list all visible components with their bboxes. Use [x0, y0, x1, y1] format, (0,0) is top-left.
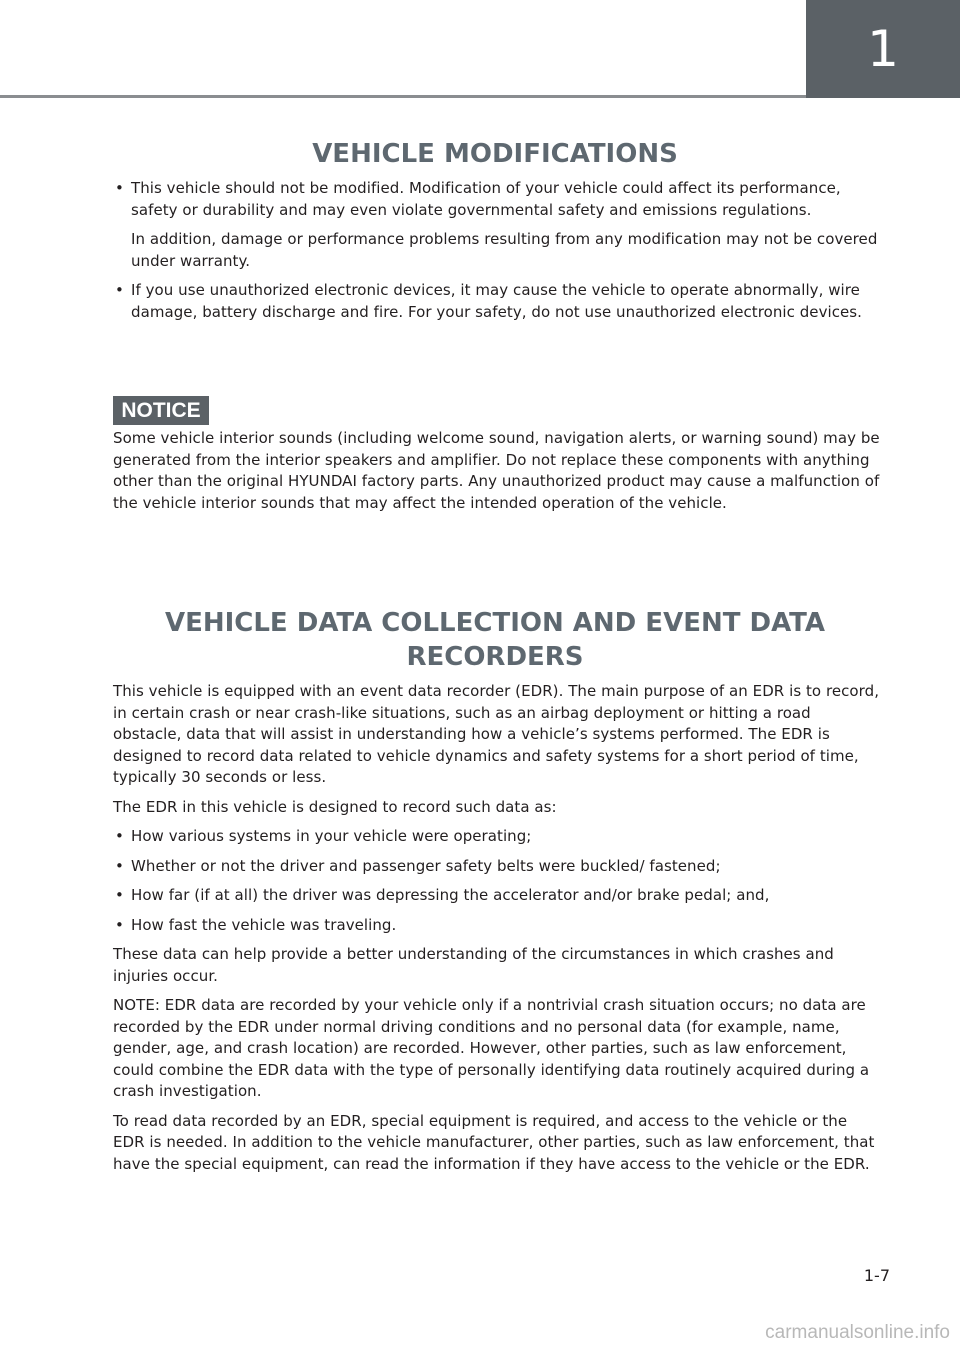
bullet-text: How fast the vehicle was traveling. — [131, 915, 397, 934]
bullet-text: How far (if at all) the driver was depressing the accelerator and/or brake pedal; and, — [131, 886, 770, 904]
read-data-paragraph: To read data recorded by an EDR, special equipment is required, and access to the vehicle or the EDR is needed. In addition to the vehicle manufacturer, other parties, such as law enforcement, that have the special equipment, can read the information if they have access to the vehicle or the EDR. — [113, 1111, 875, 1173]
bullet-continuation: In addition, damage or performance problems resulting from any modification may not be covered under warranty. — [131, 230, 878, 270]
page-number: 1-7 — [863, 1266, 890, 1285]
list-intro: The EDR in this vehicle is designed to record such data as: — [113, 797, 557, 816]
notice-text: Some vehicle interior sounds (including welcome sound, navigation alerts, or warning sound) may be generated from the interior speakers and amplifier. Do not replace these components with anything other than the original HYUNDAI factory parts. Any unauthorized product may cause a malfunction of the vehicle interior sounds that may affect the intended operation of the vehicle. — [113, 429, 880, 512]
bullet-icon: • — [115, 915, 124, 934]
vehicle-modifications-body — [113, 178, 881, 331]
bullet-text: How various systems in your vehicle were operating; — [131, 827, 532, 845]
list-item — [113, 915, 881, 937]
bullet-icon: • — [115, 827, 124, 845]
list-item — [113, 885, 881, 907]
notice-body — [113, 428, 881, 522]
header-rule — [0, 95, 806, 98]
bullet-text: If you use unauthorized electronic devices, it may cause the vehicle to operate abnormally, wire damage, battery discharge and fire. For your safety, do not use unauthorized electronic devices. — [131, 281, 862, 321]
chapter-number: 1 — [867, 20, 899, 78]
note-paragraph: NOTE: EDR data are recorded by your vehicle only if a nontrivial crash situation occurs; no data are recorded by the EDR under normal driving conditions and no personal data (for example, name, gender, age, and crash location) are recorded. However, other parties, such as law enforcement, could combine the EDR data with the type of personally identifying data routinely acquired during a crash investigation. — [113, 996, 870, 1100]
understanding-paragraph: These data can help provide a better understanding of the circumstances in which crashes and injuries occur. — [113, 945, 834, 985]
watermark: carmanualsonline.info — [765, 1322, 950, 1343]
bullet-text: This vehicle should not be modified. Modification of your vehicle could affect its performance, safety or durability and may even violate governmental safety and emissions regulations. — [131, 179, 841, 219]
bullet-text: Whether or not the driver and passenger safety belts were buckled/ fastened; — [131, 856, 721, 875]
data-collection-body — [113, 681, 881, 1183]
bullet-icon: • — [115, 856, 124, 875]
section-title-data-collection: VEHICLE DATA COLLECTION AND EVENT DATA RECORDERS — [164, 608, 826, 672]
section-title-vehicle-modifications: VEHICLE MODIFICATIONS — [312, 139, 678, 169]
bullet-icon: • — [115, 886, 124, 904]
list-item — [113, 280, 881, 323]
list-item — [113, 178, 881, 221]
list-item — [113, 826, 881, 848]
bullet-icon: • — [115, 179, 124, 197]
intro-paragraph: This vehicle is equipped with an event data recorder (EDR). The main purpose of an EDR is to record, in certain crash or near crash-like situations, such as an airbag deployment or hitting a road obstacle, data that will assist in understanding how a vehicle’s systems performed. The EDR is designed to record data related to vehicle dynamics and safety systems for a short period of time, typically 30 seconds or less. — [113, 682, 880, 786]
list-item — [113, 856, 881, 878]
bullet-icon: • — [115, 281, 124, 299]
notice-badge: NOTICE — [113, 396, 209, 425]
chapter-tab — [806, 0, 960, 98]
